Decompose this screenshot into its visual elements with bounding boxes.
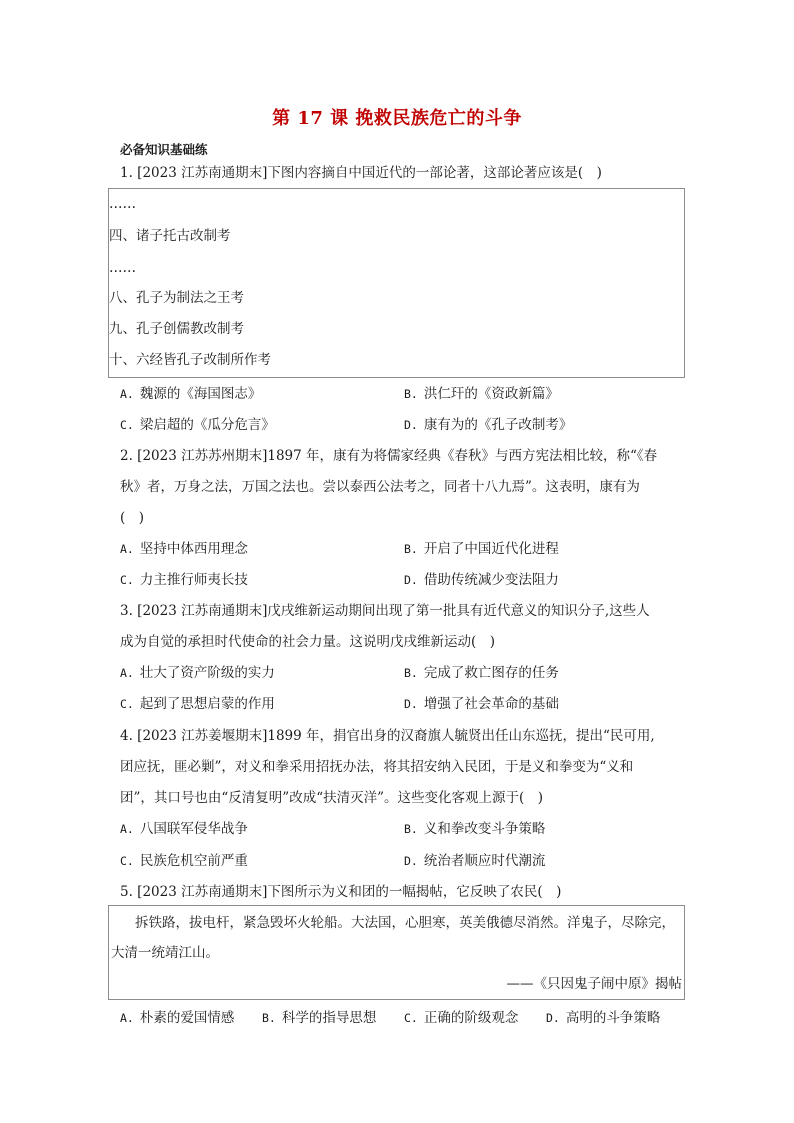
option-text: 壮大了资产阶级的实力 <box>139 665 275 681</box>
q2-option-b[interactable] <box>404 540 559 558</box>
option-text: 正确的阶级观念 <box>423 1010 519 1026</box>
question-3-line: 成为自觉的承担时代使命的社会力量。这说明戊戌维新运动( ) <box>120 634 496 650</box>
excerpt-line: …… <box>109 196 136 212</box>
q4-option-a[interactable] <box>120 820 248 838</box>
option-text: 统治者顺应时代潮流 <box>423 853 546 869</box>
question-1-excerpt-box <box>108 188 685 378</box>
option-text: 借助传统减少变法阻力 <box>423 572 559 588</box>
option-text: 洪仁玕的《资政新篇》 <box>423 386 559 402</box>
excerpt-line: 十、六经皆孔子改制所作考 <box>109 352 271 368</box>
question-5-stem: 5. [2023 江苏南通期末]下图所示为义和团的一幅揭帖，它反映了农民( ) <box>120 884 562 900</box>
option-letter: C. <box>404 1011 418 1025</box>
option-text: 义和拳改变斗争策略 <box>423 821 546 837</box>
option-letter: D. <box>404 854 418 868</box>
option-letter: D. <box>404 418 418 432</box>
option-letter: D. <box>546 1011 560 1025</box>
question-2-line: 秋》者，万身之法，万国之法也。尝以泰西公法考之，同者十八九焉”。这表明，康有为 <box>120 479 640 495</box>
option-text: 起到了思想启蒙的作用 <box>139 696 275 712</box>
option-text: 魏源的《海国图志》 <box>139 386 262 402</box>
q1-option-c[interactable] <box>120 416 275 434</box>
option-letter: B. <box>404 666 418 680</box>
option-text: 朴素的爱国情感 <box>139 1010 235 1026</box>
option-letter: C. <box>120 697 134 711</box>
option-letter: C. <box>120 573 134 587</box>
q1-option-d[interactable] <box>404 416 572 434</box>
q5-option-c[interactable] <box>404 1009 518 1027</box>
q5-option-d[interactable] <box>546 1009 660 1027</box>
option-text: 民族危机空前严重 <box>139 853 248 869</box>
q1-option-b[interactable] <box>404 385 559 403</box>
question-1-stem: 1. [2023 江苏南通期末]下图内容摘自中国近代的一部论著，这部论著应该是( ) <box>120 165 602 181</box>
question-5-quote-box <box>108 905 685 1000</box>
option-letter: C. <box>120 854 134 868</box>
excerpt-line: 九、孔子创儒教改制考 <box>109 321 244 337</box>
option-letter: D. <box>404 697 418 711</box>
option-letter: B. <box>262 1011 276 1025</box>
q2-option-c[interactable] <box>120 571 248 589</box>
question-2-line: ( ) <box>120 510 145 526</box>
q1-option-a[interactable] <box>120 385 261 403</box>
section-heading: 必备知识基础练 <box>120 142 208 157</box>
question-4-line: 4. [2023 江苏姜堰期末]1899 年，捐官出身的汉裔旗人毓贤出任山东巡抚，提出“民可用, <box>120 728 655 744</box>
option-text: 梁启超的《瓜分危言》 <box>139 417 275 433</box>
option-text: 八国联军侵华战争 <box>139 821 248 837</box>
excerpt-line: …… <box>109 260 136 276</box>
option-text: 康有为的《孔子改制考》 <box>423 417 573 433</box>
option-letter: D. <box>404 573 418 587</box>
option-text: 开启了中国近代化进程 <box>423 541 559 557</box>
option-letter: B. <box>404 387 418 401</box>
q4-option-c[interactable] <box>120 852 248 870</box>
quote-line: 拆铁路，拔电杆，紧急毁坏火轮船。大法国，心胆寒，英美俄德尽消然。洋鬼子，尽除完， <box>135 915 675 931</box>
q4-option-b[interactable] <box>404 820 545 838</box>
quote-line: 大清一统靖江山。 <box>111 945 219 961</box>
question-2-line: 2. [2023 江苏苏州期末]1897 年，康有为将儒家经典《春秋》与西方宪法相比较，称“《春 <box>120 448 658 464</box>
q3-option-b[interactable] <box>404 664 559 682</box>
option-letter: B. <box>404 822 418 836</box>
quote-source: ——《只因鬼子闹中原》揭帖 <box>506 976 682 992</box>
page-title: 第 17 课 挽救民族危亡的斗争 <box>272 108 522 129</box>
q3-option-c[interactable] <box>120 695 275 713</box>
excerpt-line: 四、诸子托古改制考 <box>109 228 231 244</box>
question-4-line: 团”，其口号也由“反清复明”改成“扶清灭洋”。这些变化客观上源于( ) <box>120 790 544 806</box>
q5-option-b[interactable] <box>262 1009 376 1027</box>
question-4-line: 团应抚，匪必剿”，对义和拳采用招抚办法，将其招安纳入民团，于是义和拳变为“义和 <box>120 759 634 775</box>
option-letter: A. <box>120 666 134 680</box>
q2-option-a[interactable] <box>120 540 248 558</box>
option-letter: B. <box>404 542 418 556</box>
q2-option-d[interactable] <box>404 571 559 589</box>
option-letter: A. <box>120 542 134 556</box>
option-text: 科学的指导思想 <box>281 1010 377 1026</box>
q3-option-d[interactable] <box>404 695 559 713</box>
option-letter: C. <box>120 418 134 432</box>
question-3-line: 3. [2023 江苏南通期末]戊戌维新运动期间出现了第一批具有近代意义的知识分子,这些人 <box>120 603 650 619</box>
option-text: 完成了救亡图存的任务 <box>423 665 559 681</box>
option-letter: A. <box>120 1011 134 1025</box>
option-text: 坚持中体西用理念 <box>139 541 248 557</box>
option-letter: A. <box>120 387 134 401</box>
option-text: 增强了社会革命的基础 <box>423 696 559 712</box>
q4-option-d[interactable] <box>404 852 545 870</box>
option-text: 力主推行师夷长技 <box>139 572 248 588</box>
q5-option-a[interactable] <box>120 1009 234 1027</box>
option-text: 高明的斗争策略 <box>565 1010 661 1026</box>
q3-option-a[interactable] <box>120 664 275 682</box>
option-letter: A. <box>120 822 134 836</box>
excerpt-line: 八、孔子为制法之王考 <box>109 290 244 306</box>
